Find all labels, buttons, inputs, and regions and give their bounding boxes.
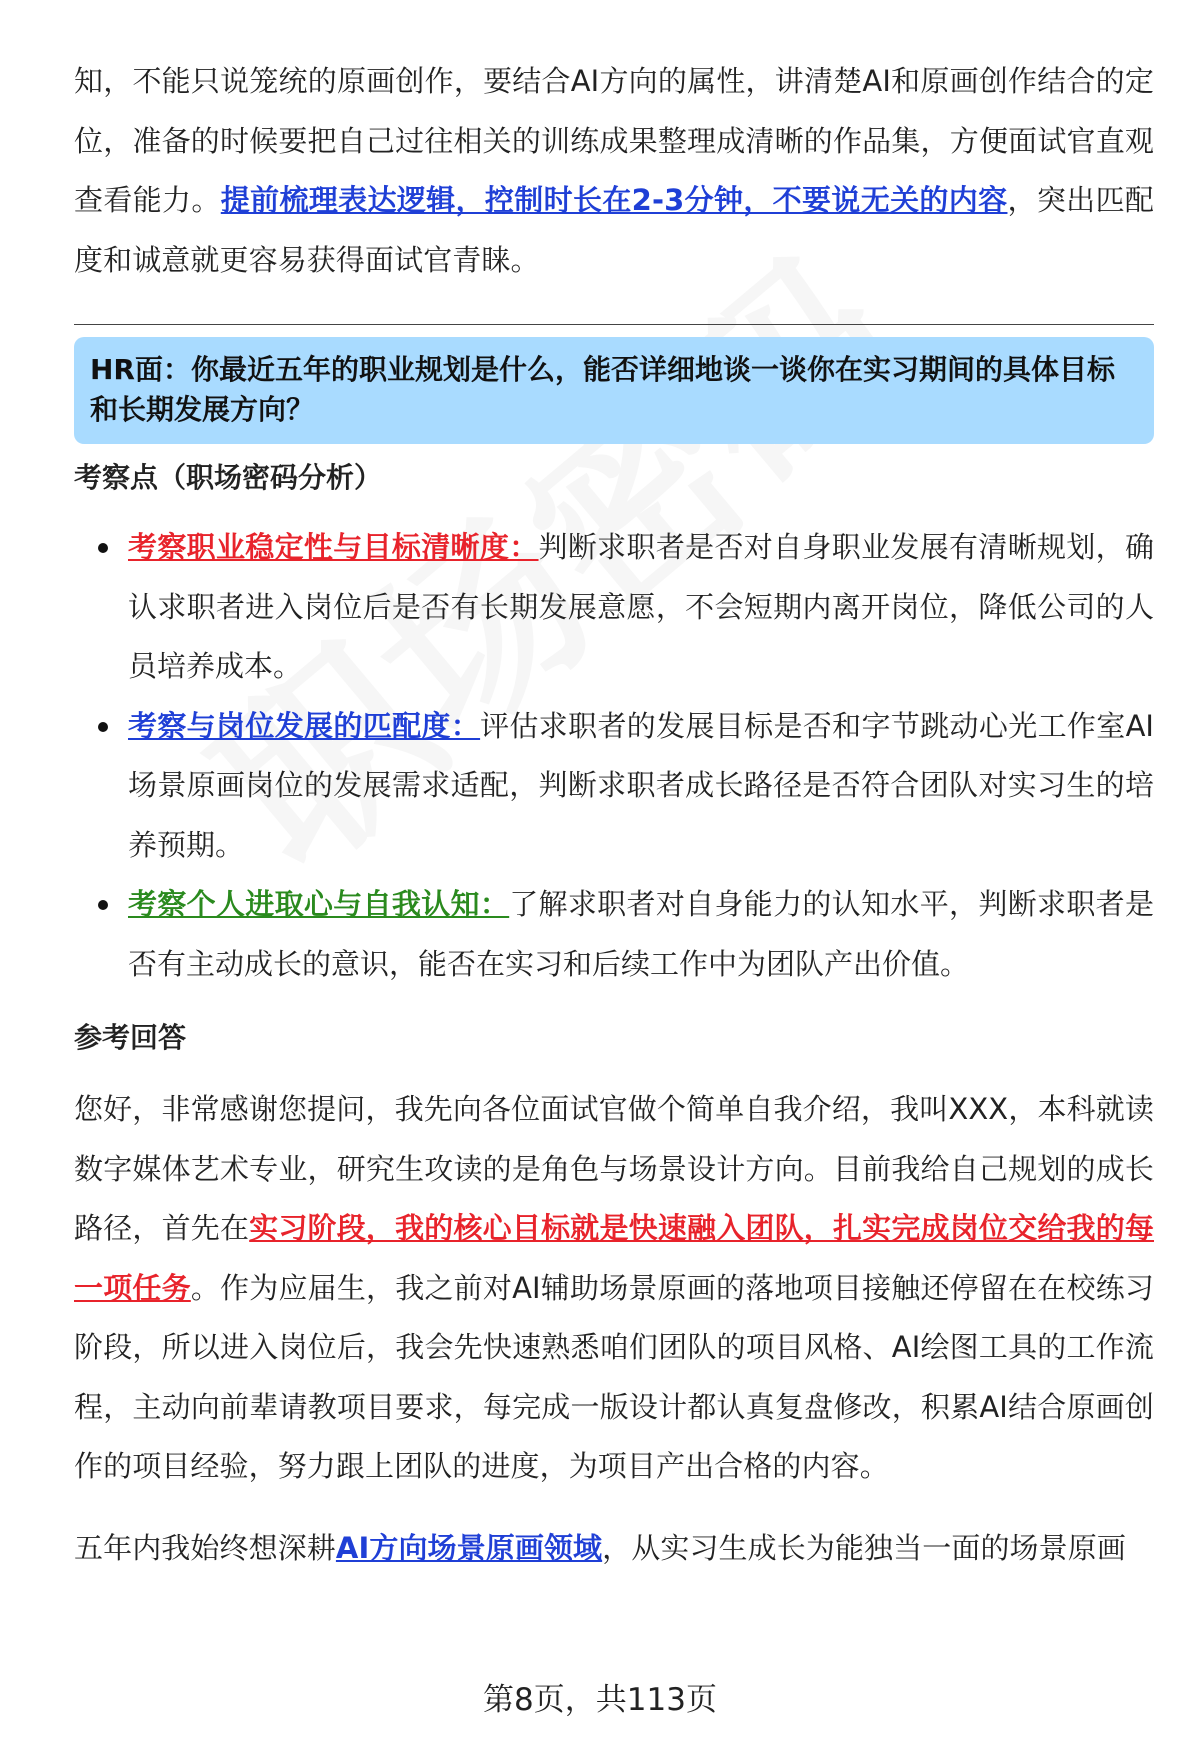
focus-point	[128, 518, 1154, 697]
focus-point-text: 评估求职者的发展目标是否和字节跳动心光工作室AI场景原画岗位的发展需求适配，判断求职者成长路径是否符合团队对实习生的培养预期。	[128, 708, 1154, 862]
page-footer: 第8页，共113页	[483, 1682, 717, 1718]
document-page	[74, 52, 1154, 1578]
section-divider	[74, 324, 1154, 325]
question-box	[74, 337, 1154, 444]
focus-point-text: 判断求职者是否对自身职业发展有清晰规划，确认求职者进入岗位后是否有长期发展意愿，不会短期内离开岗位，降低公司的人员培养成本。	[128, 530, 1154, 683]
intro-text-before: 知，不能只说笼统的原画创作，要结合AI方向的属性，讲清楚AI和原画创作结合的定位，准备的时候要把自己过往相关的训练成果整理成清晰的作品集，方便面试官直观查看能力。	[74, 64, 1154, 217]
answer-paragraph-1	[74, 1080, 1154, 1497]
focus-point-label: 考察与岗位发展的匹配度：	[128, 708, 481, 743]
answer1-text-after: 。作为应届生，我之前对AI辅助场景原画的落地项目接触还停留在在校练习阶段，所以进入岗位后，我会先快速熟悉咱们团队的项目风格、AI绘图工具的工作流程，主动向前辈请教项目要求，每完成一版设计都认真复盘修改，积累AI结合原画创作的项目经验，努力跟上团队的进度，为项目产出合格的内容。	[74, 1270, 1154, 1483]
answer2-highlight: AI方向场景原画领域	[335, 1530, 603, 1565]
focus-points-list	[74, 518, 1154, 994]
question-text: HR面：你最近五年的职业规划是什么，能否详细地谈一谈你在实习期间的具体目标和长期发展方向？	[90, 353, 1115, 426]
answer2-text-after: ，从实习生成长为能独当一面的场景原画	[602, 1530, 1126, 1565]
intro-text-after: ，突出匹配度和诚意就更容易获得面试官青睐。	[74, 183, 1154, 277]
focus-point	[128, 875, 1154, 994]
focus-point	[128, 697, 1154, 876]
focus-point-text: 了解求职者对自身能力的认知水平，判断求职者是否有主动成长的意识，能否在实习和后续工作中为团队产出价值。	[128, 887, 1154, 981]
intro-paragraph	[74, 52, 1154, 290]
answer-title: 参考回答	[74, 1021, 187, 1054]
paragraph-gap	[74, 1497, 1154, 1519]
focus-title: 考察点（职场密码分析）	[74, 461, 383, 494]
focus-point-label: 考察职业稳定性与目标清晰度：	[128, 530, 539, 564]
answer1-highlight: 实习阶段，我的核心目标就是快速融入团队，扎实完成岗位交给我的每一项任务	[74, 1211, 1154, 1305]
bullet-icon	[98, 722, 108, 732]
answer2-text-before: 五年内我始终想深耕	[74, 1530, 336, 1565]
bullet-icon	[98, 900, 108, 910]
intro-highlight: 提前梳理表达逻辑，控制时长在2-3分钟，不要说无关的内容	[220, 183, 1008, 217]
answer1-text-before: 您好，非常感谢您提问，我先向各位面试官做个简单自我介绍，我叫XXX，本科就读数字媒体艺术专业，研究生攻读的是角色与场景设计方向。目前我给自己规划的成长路径，首先在	[74, 1092, 1154, 1245]
bullet-icon	[98, 543, 108, 553]
answer-paragraph-2	[74, 1519, 1154, 1579]
focus-point-label: 考察个人进取心与自我认知：	[128, 887, 510, 921]
